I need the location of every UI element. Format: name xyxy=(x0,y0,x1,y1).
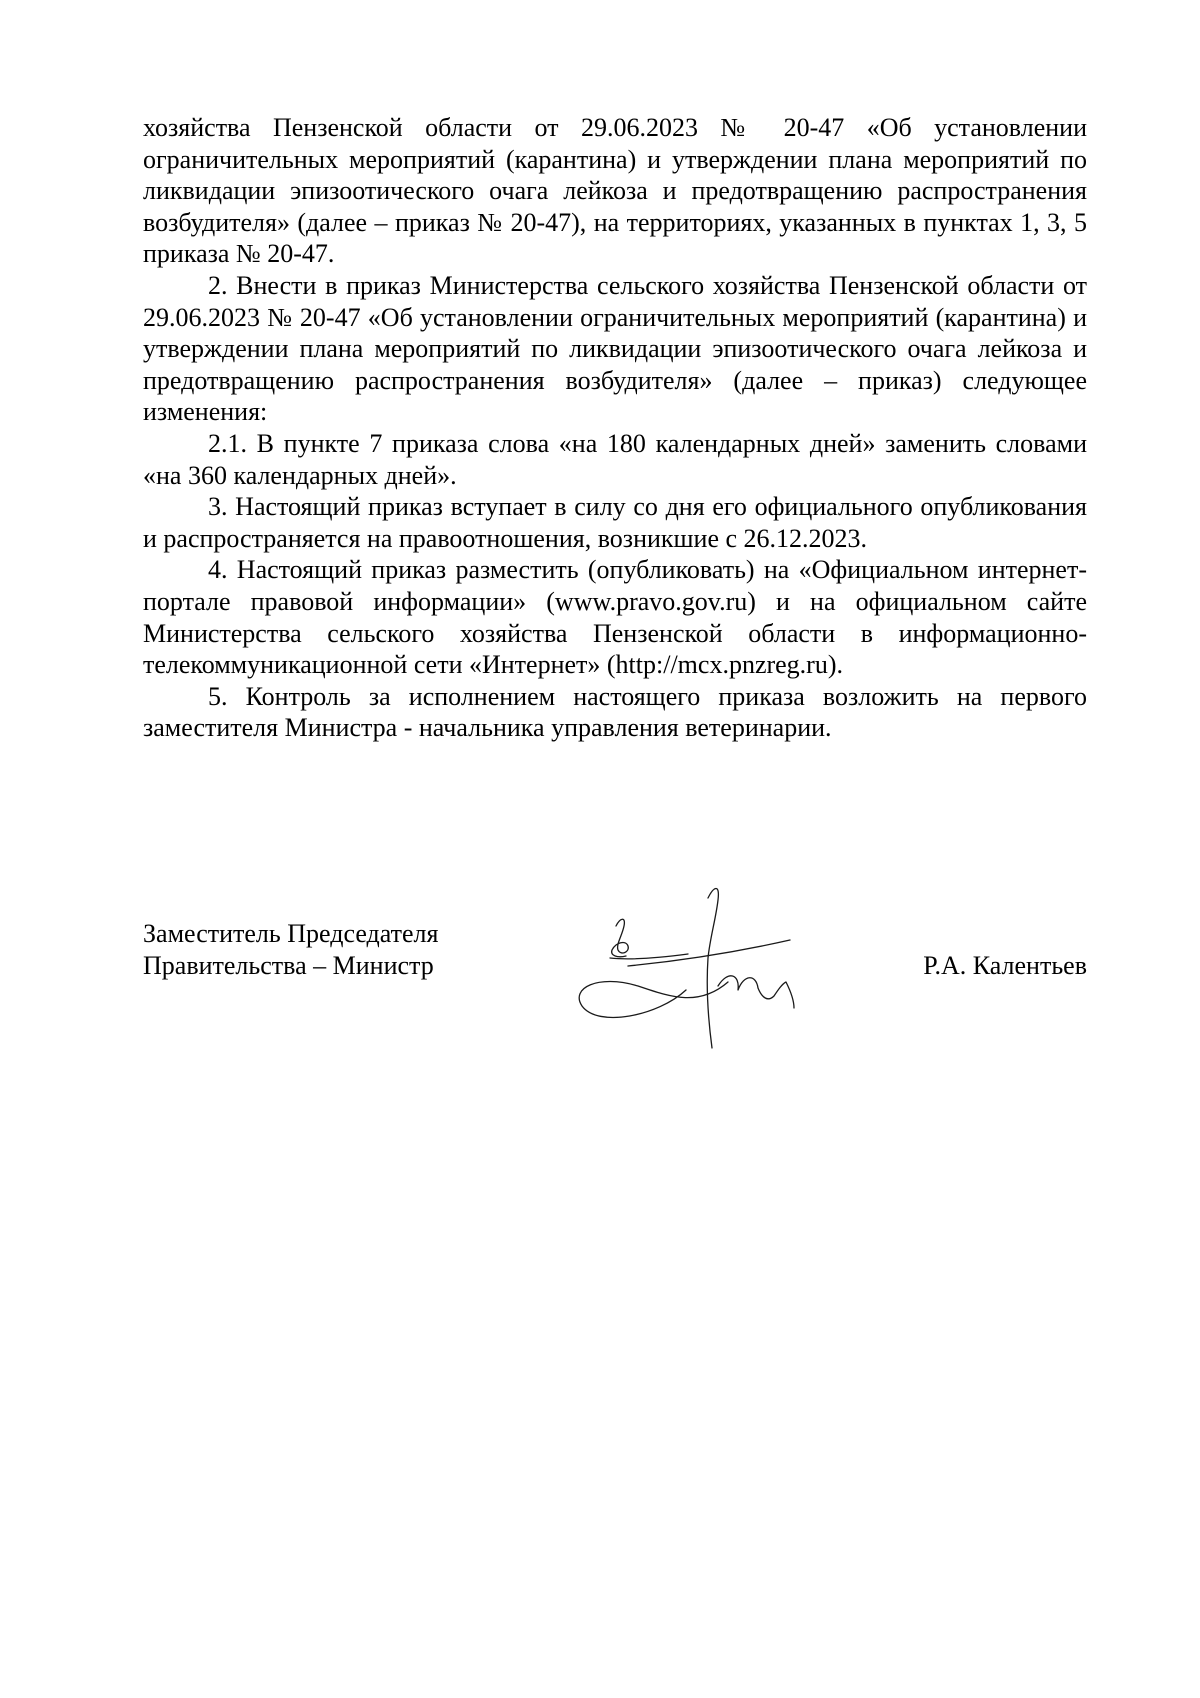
paragraph-item-5: 5. Контроль за исполнением настоящего приказа возложить на первого заместителя Министра - начальника управления ветеринарии. xyxy=(143,681,1087,743)
paragraph-item-3: 3. Настоящий приказ вступает в силу со дня его официального опубликования и распространяется на правоотношения, возникшие с 26.12.2023. xyxy=(143,492,1087,553)
document-body xyxy=(143,112,1087,744)
handwritten-signature xyxy=(568,878,818,1058)
signer-title xyxy=(143,918,543,981)
paragraph-item-2-1: 2.1. В пункте 7 приказа слова «на 180 календарных дней» заменить словами «на 360 календарных дней». xyxy=(143,428,1087,490)
signer-name: Р.А. Калентьев xyxy=(923,950,1087,980)
paragraph-continuation: хозяйства Пензенской области от 29.06.2023 № 20-47 «Об установлении ограничительных мероприятий (карантина) и утверждении плана мероприятий по ликвидации эпизоотического очага лейкоза и предотвращению распространения возбудителя» (далее – приказ № 20-47), на территориях, указанных в пунктах 1, 3, 5 приказа № 20-47. xyxy=(143,113,1087,269)
signature-block xyxy=(143,918,1087,1078)
signer-title-line-2: Правительства – Министр xyxy=(143,950,434,980)
paragraph-item-2: 2. Внести в приказ Министерства сельского хозяйства Пензенской области от 29.06.2023 № 20-47 «Об установлении ограничительных мероприятий (карантина) и утверждении плана мероприятий по ликвидации эпизоотического очага лейкоза и предотвращению распространения возбудителя» (далее – приказ) следующее изменения: xyxy=(143,270,1087,427)
paragraph-item-4: 4. Настоящий приказ разместить (опубликовать) на «Официальном интернет-портале правовой информации» (www.pravo.gov.ru) и на официальном сайте Министерства сельского хозяйства Пензенской области в информационно-телекоммуникационной сети «Интернет» (http://mcx.pnzreg.ru). xyxy=(143,555,1087,680)
signer-title-line-1: Заместитель Председателя xyxy=(143,919,439,948)
